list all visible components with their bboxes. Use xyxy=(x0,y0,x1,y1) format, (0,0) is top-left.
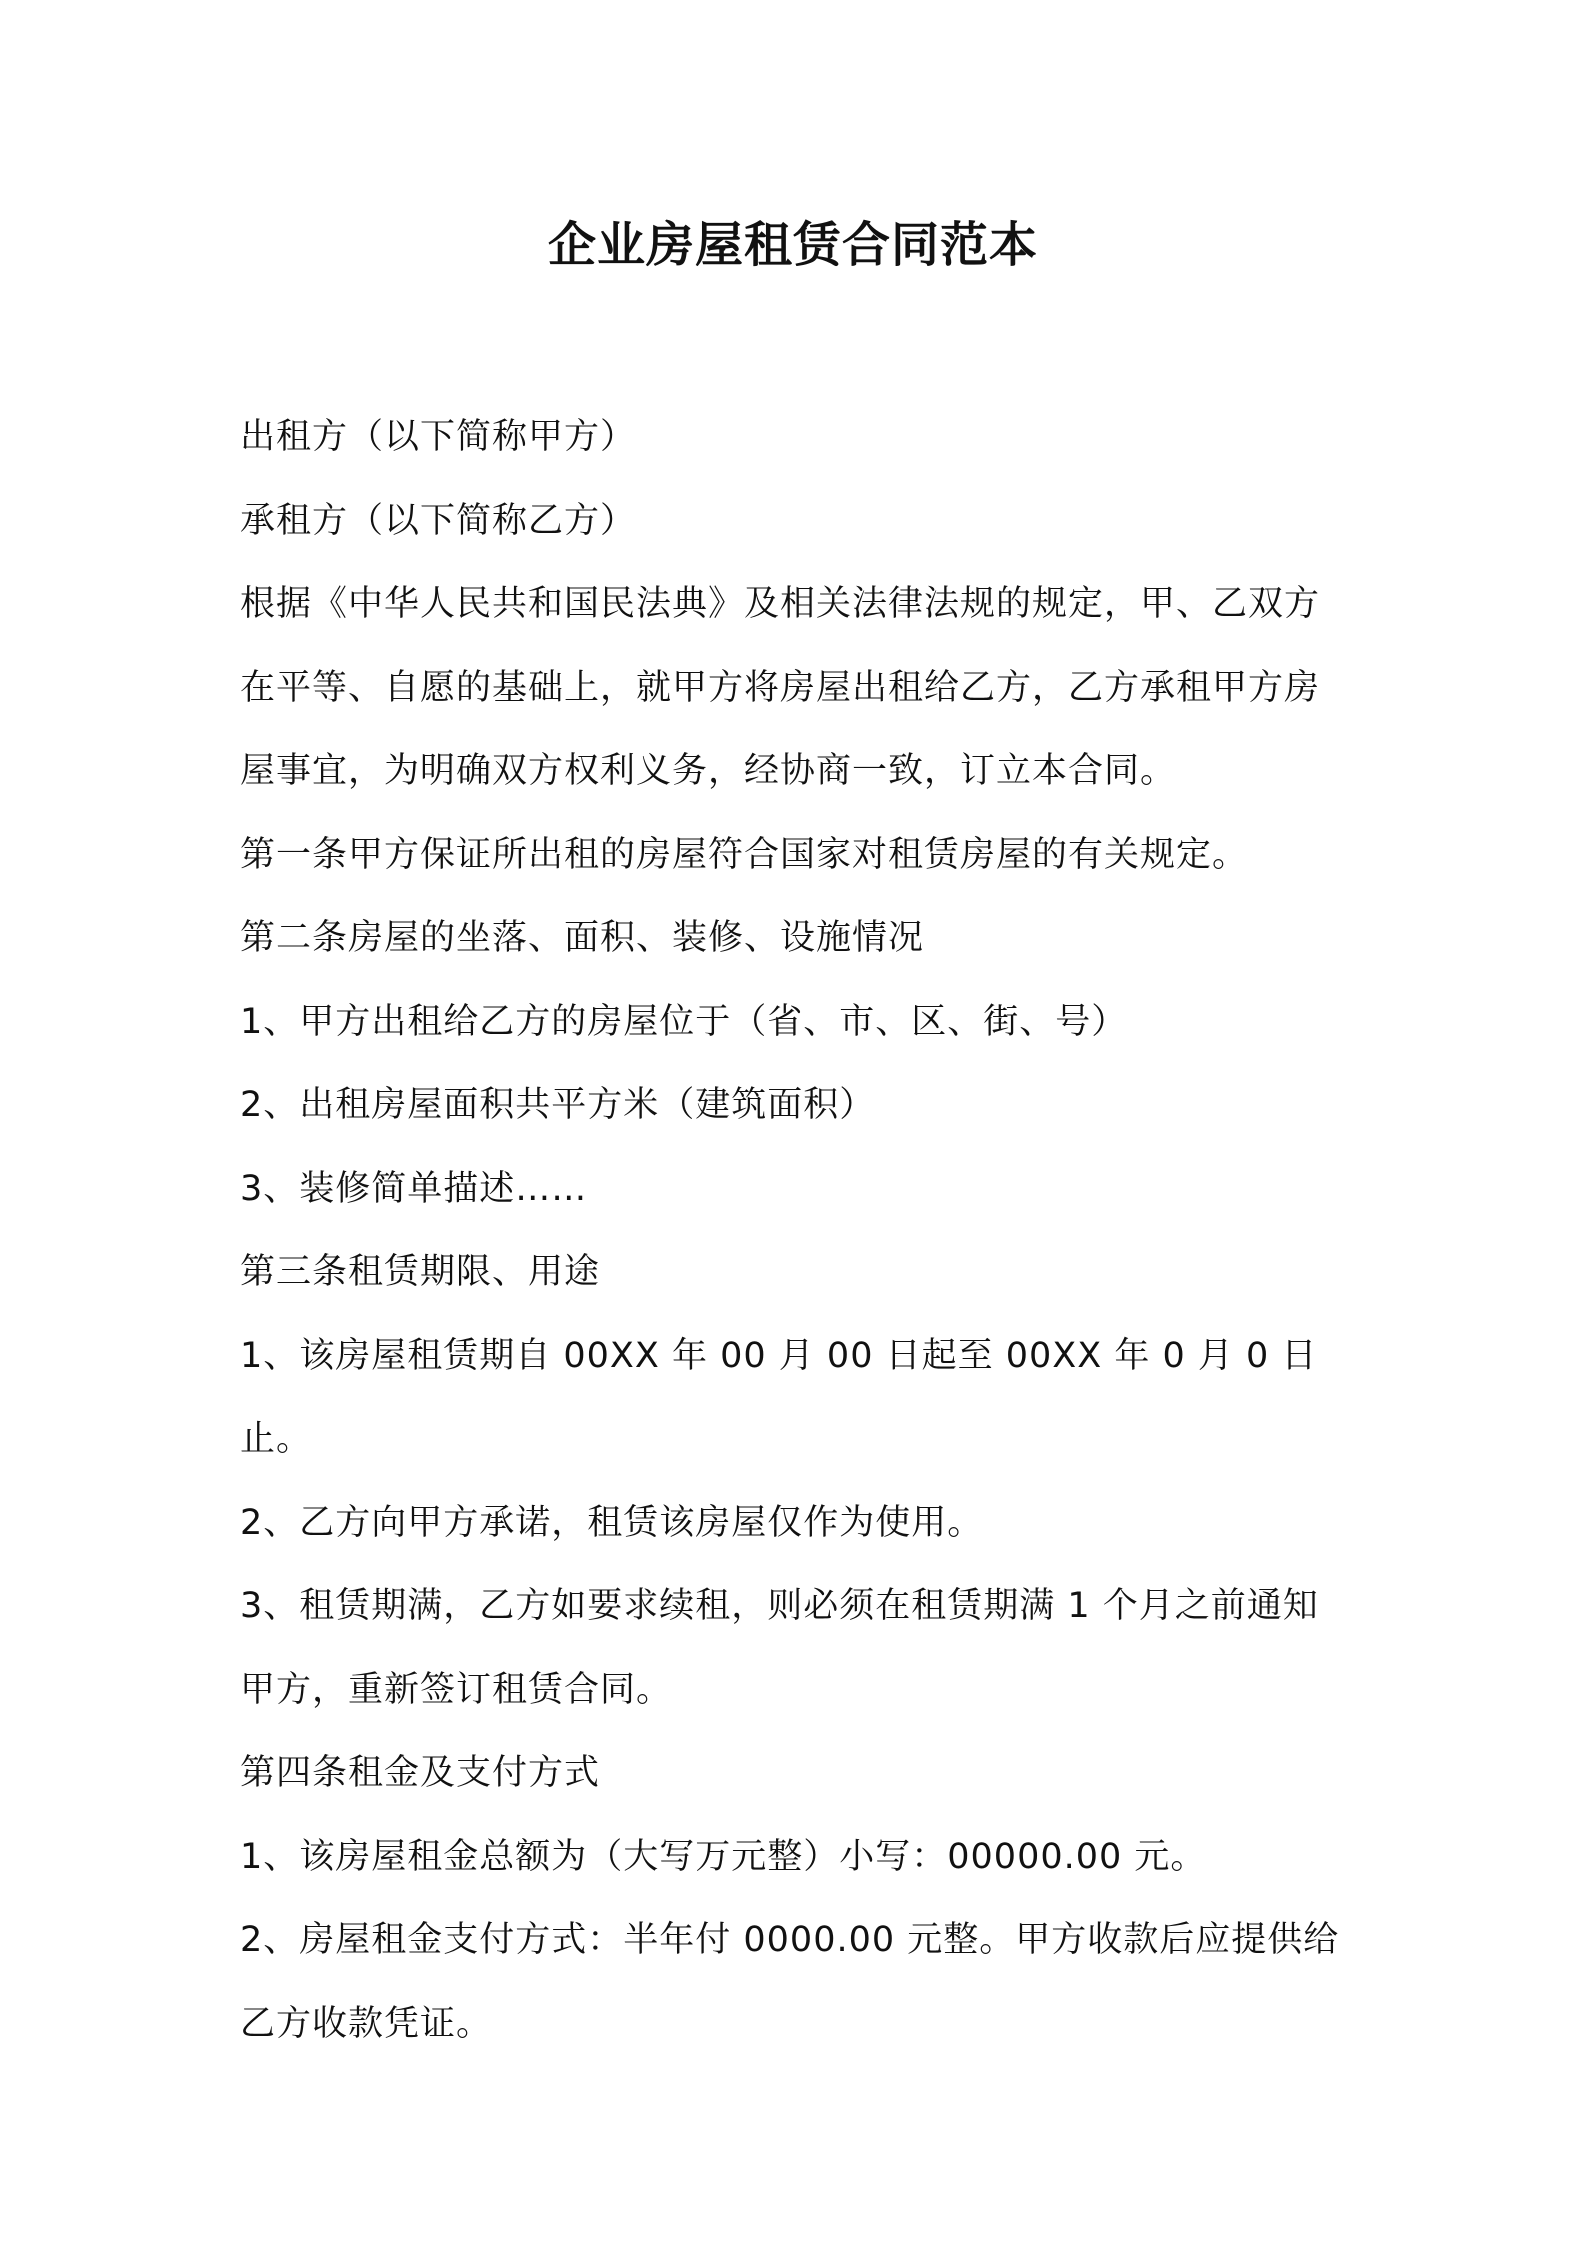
article-4-heading: 第四条租金及支付方式 xyxy=(240,1753,601,1793)
article-1: 第一条甲方保证所出租的房屋符合国家对租赁房屋的有关规定。 xyxy=(240,834,1249,875)
article-3-item-1: 1、该房屋租赁期自 00XX 年 00 月 00 日起至 00XX 年 0 月 0 日止。 xyxy=(240,1335,1318,1459)
article-4-item-2: 2、房屋租金支付方式：半年付 0000.00 元整。甲方收款后应提供给乙方收款凭证。 xyxy=(240,1920,1340,2044)
article-4-item-1: 1、该房屋租金总额为（大写万元整）小写：00000.00 元。 xyxy=(240,1836,1207,1877)
paragraph-lessee: 承租方（以下简称乙方） xyxy=(240,500,637,541)
paragraph-lessor: 出租方（以下简称甲方） xyxy=(240,417,637,457)
article-2-item-1: 1、甲方出租给乙方的房屋位于（省、市、区、街、号） xyxy=(240,1001,1128,1042)
document-body xyxy=(240,396,1350,2066)
article-3-item-3: 3、租赁期满，乙方如要求续租，则必须在租赁期满 1 个月之前通知甲方，重新签订租赁合同。 xyxy=(240,1586,1319,1710)
article-3-heading: 第三条租赁期限、用途 xyxy=(240,1252,601,1292)
article-3-item-2: 2、乙方向甲方承诺，租赁该房屋仅作为使用。 xyxy=(240,1502,984,1543)
article-2-heading: 第二条房屋的坐落、面积、装修、设施情况 xyxy=(240,918,925,958)
paragraph-preamble: 根据《中华人民共和国民法典》及相关法律法规的规定，甲、乙双方在平等、自愿的基础上，就甲方将房屋出租给乙方，乙方承租甲方房屋事宜，为明确双方权利义务，经协商一致，订立本合同。 xyxy=(240,584,1321,791)
article-2-item-3: 3、装修简单描述…… xyxy=(240,1168,588,1209)
article-2-item-2: 2、出租房屋面积共平方米（建筑面积） xyxy=(240,1085,876,1125)
document-title: 企业房屋租赁合同范本 xyxy=(547,217,1038,273)
